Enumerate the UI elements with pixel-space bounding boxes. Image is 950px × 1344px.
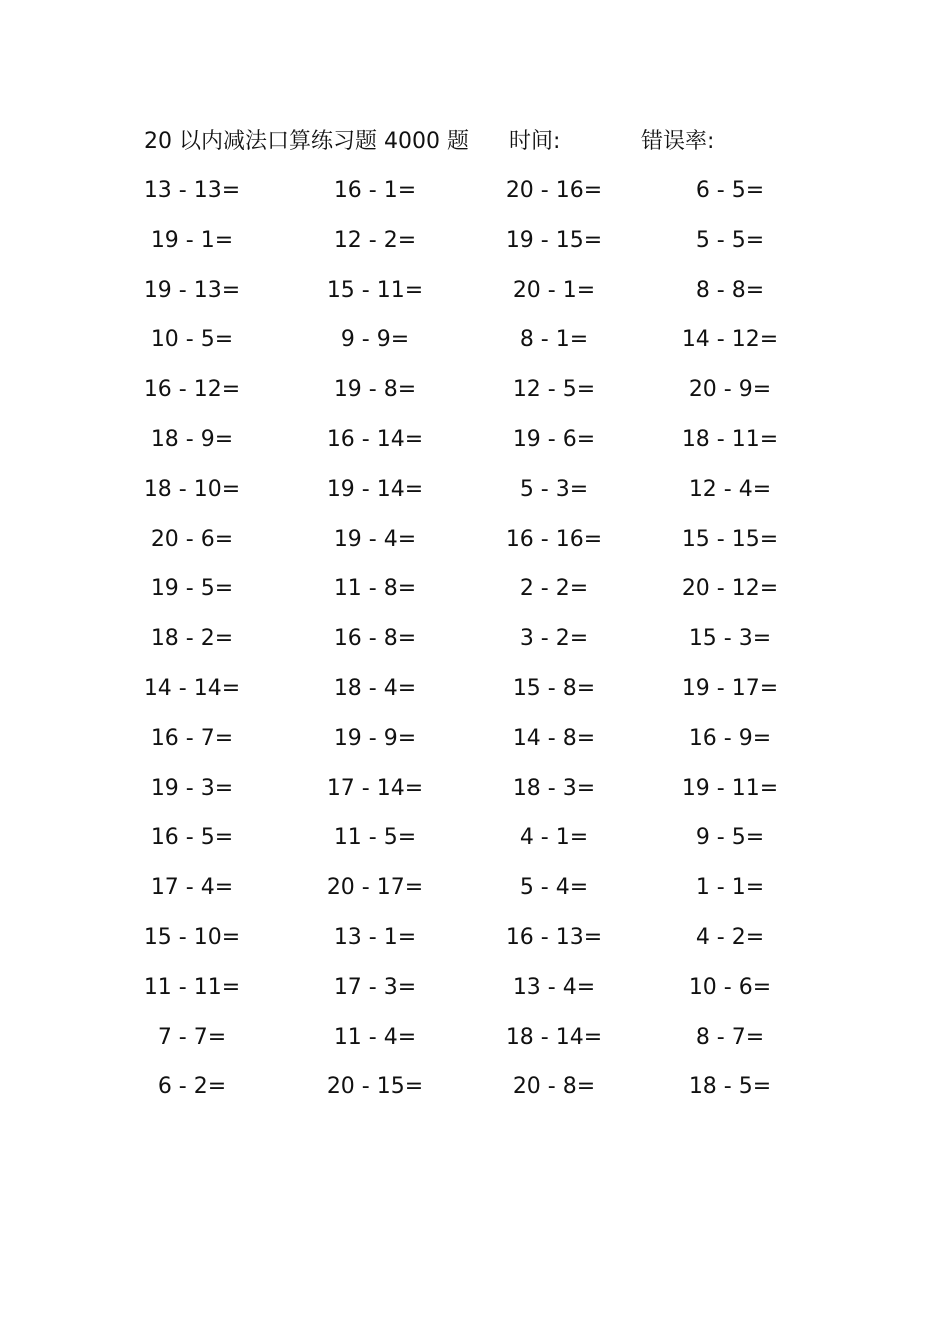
problem: 13 - 13= (143, 178, 241, 203)
problem: 15 - 3= (688, 626, 772, 652)
problem: 19 - 17= (681, 675, 779, 701)
problem: 18 - 9= (150, 426, 234, 452)
problem: 16 - 12= (143, 377, 241, 403)
problem-row (0, 224, 950, 274)
problem: 18 - 2= (150, 626, 234, 652)
problem: 20 - 1= (512, 277, 596, 303)
problem: 16 - 7= (150, 725, 234, 751)
problem: 19 - 3= (150, 775, 234, 801)
problem: 3 - 2= (519, 626, 589, 652)
problem: 19 - 15= (505, 227, 603, 253)
problem: 5 - 4= (519, 875, 589, 901)
problem: 17 - 14= (326, 775, 424, 801)
problem: 16 - 8= (333, 626, 417, 652)
problem: 16 - 5= (150, 825, 234, 851)
problem-row (0, 473, 950, 523)
problem: 20 - 15= (326, 1074, 424, 1100)
problem: 16 - 14= (326, 426, 424, 452)
problem: 15 - 15= (681, 526, 779, 552)
problem: 20 - 6= (150, 526, 234, 552)
problem-row (0, 423, 950, 473)
problem: 18 - 14= (505, 1024, 603, 1050)
problem: 4 - 1= (519, 825, 589, 851)
problem-row (0, 622, 950, 672)
problem: 12 - 2= (333, 227, 417, 253)
problem: 17 - 3= (333, 974, 417, 1000)
problem: 10 - 5= (150, 327, 234, 353)
problem-row (0, 971, 950, 1021)
problem: 19 - 9= (333, 725, 417, 751)
problem: 6 - 2= (157, 1074, 227, 1100)
problem: 2 - 2= (519, 576, 589, 602)
problem-row (0, 523, 950, 573)
problem: 20 - 16= (505, 178, 603, 203)
problem: 18 - 10= (143, 476, 241, 502)
problem: 9 - 5= (695, 825, 765, 851)
problem: 4 - 2= (695, 924, 765, 950)
problem: 15 - 11= (326, 277, 424, 303)
problem-grid (0, 174, 950, 1120)
problem: 8 - 1= (519, 327, 589, 353)
problem: 19 - 8= (333, 377, 417, 403)
problem: 20 - 12= (681, 576, 779, 602)
problem: 11 - 5= (333, 825, 417, 851)
problem: 15 - 10= (143, 924, 241, 950)
problem: 15 - 8= (512, 675, 596, 701)
problem: 13 - 4= (512, 974, 596, 1000)
problem: 16 - 13= (505, 924, 603, 950)
problem: 5 - 3= (519, 476, 589, 502)
problem: 12 - 4= (688, 476, 772, 502)
problem-row (0, 323, 950, 373)
problem: 19 - 13= (143, 277, 241, 303)
problem: 13 - 1= (333, 924, 417, 950)
problem: 16 - 9= (688, 725, 772, 751)
problem: 11 - 4= (333, 1024, 417, 1050)
problem: 11 - 8= (333, 576, 417, 602)
problem: 20 - 8= (512, 1074, 596, 1100)
problem: 5 - 5= (695, 227, 765, 253)
problem: 18 - 4= (333, 675, 417, 701)
problem-row (0, 921, 950, 971)
problem: 17 - 4= (150, 875, 234, 901)
problem: 19 - 5= (150, 576, 234, 602)
problem: 19 - 11= (681, 775, 779, 801)
problem: 6 - 5= (695, 178, 765, 203)
time-label: 时间: (509, 129, 561, 154)
worksheet-header (0, 126, 950, 158)
problem-row (0, 373, 950, 423)
problem: 19 - 14= (326, 476, 424, 502)
problem: 19 - 1= (150, 227, 234, 253)
problem: 14 - 12= (681, 327, 779, 353)
problem: 18 - 3= (512, 775, 596, 801)
problem: 19 - 6= (512, 426, 596, 452)
problem-row (0, 871, 950, 921)
problem: 20 - 9= (688, 377, 772, 403)
problem: 20 - 17= (326, 875, 424, 901)
problem-row (0, 722, 950, 772)
problem: 9 - 9= (340, 327, 410, 353)
problem: 16 - 1= (333, 178, 417, 203)
problem-row (0, 672, 950, 722)
problem: 14 - 14= (143, 675, 241, 701)
problem: 14 - 8= (512, 725, 596, 751)
problem: 12 - 5= (512, 377, 596, 403)
problem: 10 - 6= (688, 974, 772, 1000)
problem: 1 - 1= (695, 875, 765, 901)
problem: 8 - 7= (695, 1024, 765, 1050)
problem-row (0, 174, 950, 224)
worksheet-title: 20 以内减法口算练习题 4000 题 (144, 129, 469, 154)
problem-row (0, 1021, 950, 1071)
problem-row (0, 1070, 950, 1120)
problem: 16 - 16= (505, 526, 603, 552)
problem: 8 - 8= (695, 277, 765, 303)
problem-row (0, 274, 950, 324)
problem: 18 - 5= (688, 1074, 772, 1100)
error-rate-label: 错误率: (641, 129, 715, 154)
problem-row (0, 821, 950, 871)
problem: 19 - 4= (333, 526, 417, 552)
problem: 18 - 11= (681, 426, 779, 452)
problem: 11 - 11= (143, 974, 241, 1000)
problem: 7 - 7= (157, 1024, 227, 1050)
problem-row (0, 772, 950, 822)
problem-row (0, 572, 950, 622)
